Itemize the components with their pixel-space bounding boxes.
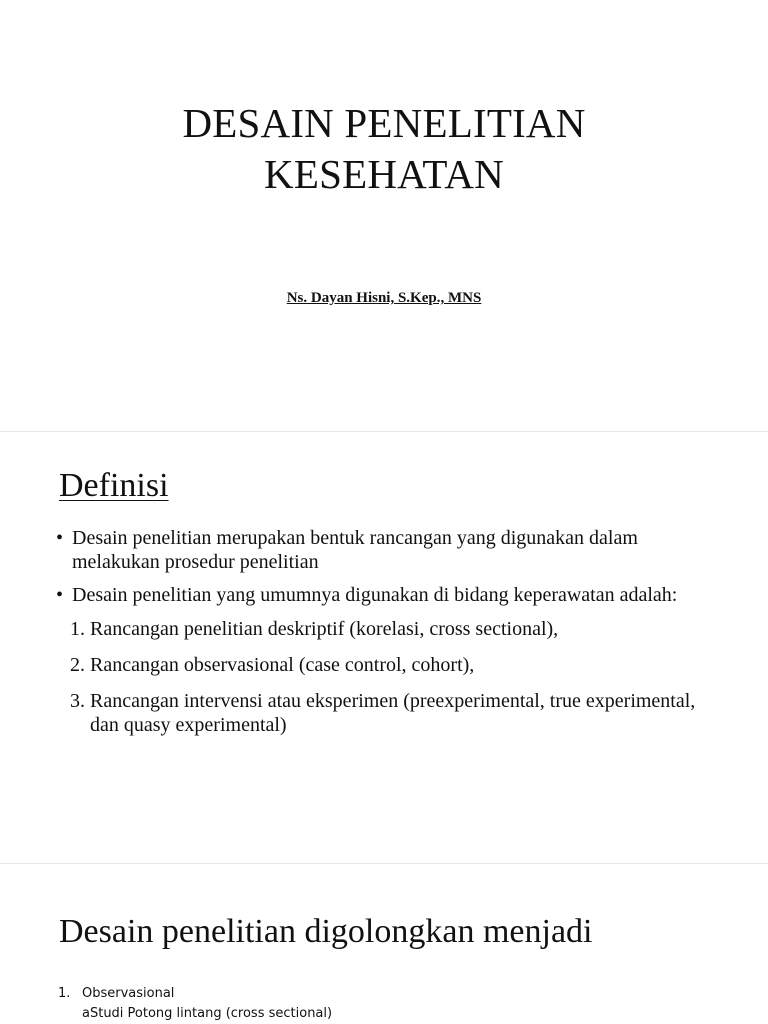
author-name: Ns. Dayan Hisni, S.Kep., MNS [286, 290, 482, 306]
design-type-item [70, 689, 716, 737]
title-line-2: KESEHATAN [264, 151, 504, 197]
classification-subitem: aStudi Potong lintang (cross sectional) [82, 1006, 333, 1021]
item-number: 2. [70, 654, 85, 676]
definition-slide [0, 432, 768, 864]
title-slide [0, 0, 768, 432]
bullet-text: Desain penelitian merupakan bentuk rancangan yang digunakan dalam melakukan prosedur penelitian [72, 527, 638, 573]
definition-heading: Definisi [59, 467, 169, 504]
classification-slide [0, 864, 768, 1024]
bullet-item [56, 583, 716, 737]
bullet-icon: • [56, 584, 64, 606]
item-number: 1. [58, 986, 71, 1001]
classification-list [58, 984, 332, 1024]
bullet-text: Desain penelitian yang umumnya digunakan di bidang keperawatan adalah: [72, 584, 678, 606]
bullet-icon: • [56, 527, 64, 549]
classification-item [58, 984, 332, 1004]
item-number: 3. [70, 690, 85, 712]
title-line-1: DESAIN PENELITIAN [182, 100, 586, 146]
item-number: 1. [70, 618, 85, 640]
design-type-list [70, 617, 716, 737]
item-text: Rancangan intervensi atau eksperimen (preexperimental, true experimental, dan quasy experimental) [90, 690, 696, 736]
bullet-item [56, 526, 716, 574]
design-type-item [70, 653, 716, 677]
design-type-item [70, 617, 716, 641]
classification-heading: Desain penelitian digolongkan menjadi [59, 913, 593, 950]
item-text: Observasional [82, 986, 175, 1001]
definition-bullets [56, 526, 716, 749]
item-text: Rancangan observasional (case control, cohort), [90, 654, 475, 676]
item-text: Rancangan penelitian deskriptif (korelasi, cross sectional), [90, 618, 559, 640]
presentation-title [0, 98, 768, 200]
